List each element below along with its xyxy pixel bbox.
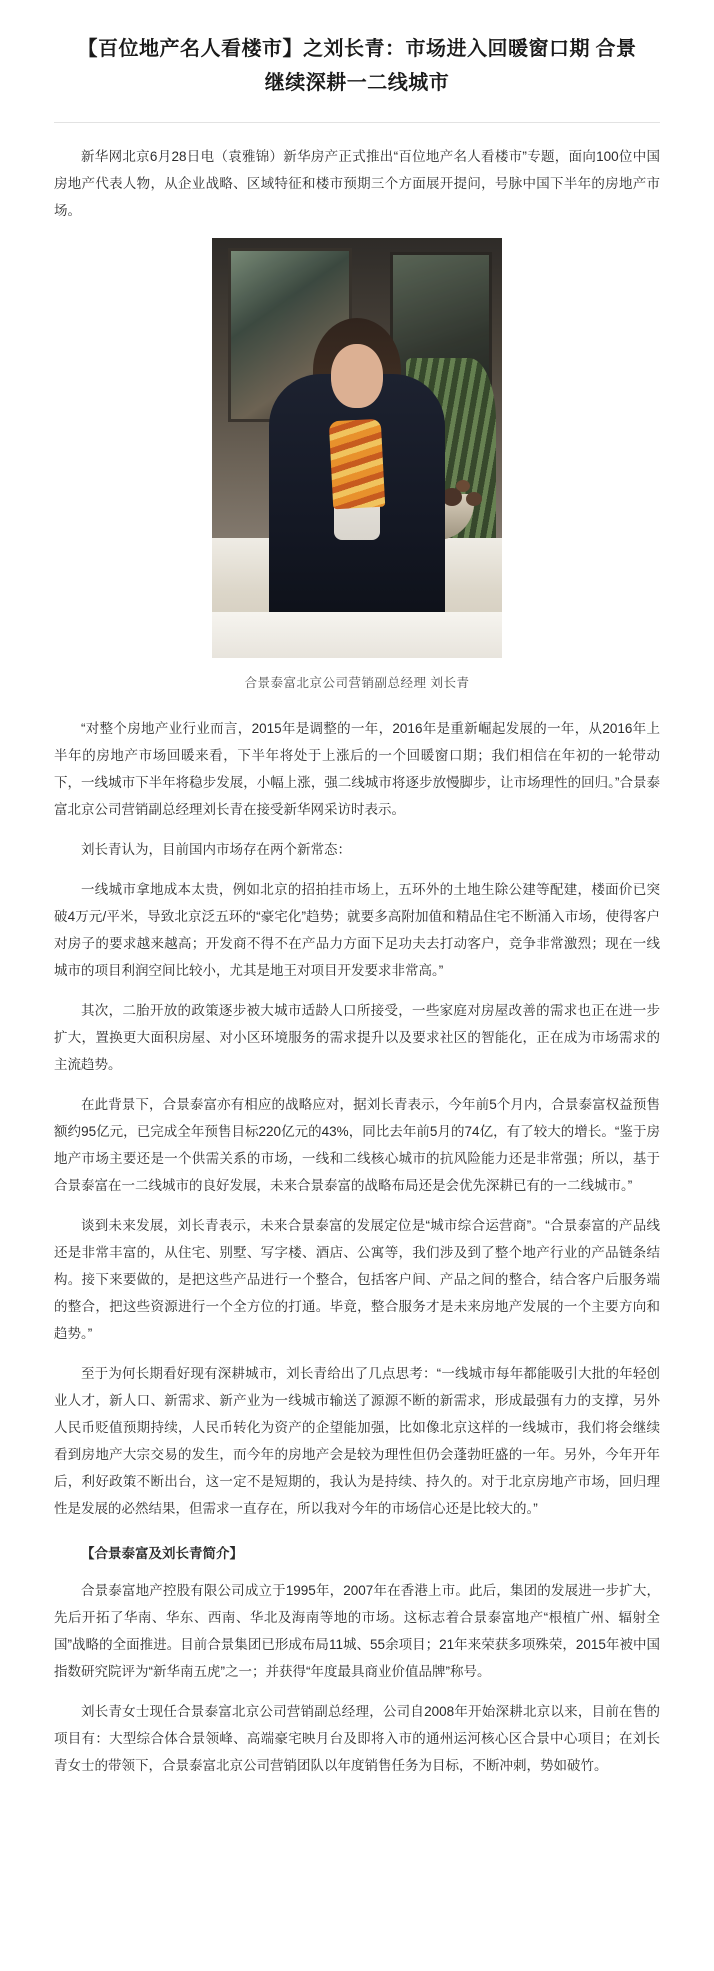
page-title-line-1: 【百位地产名人看楼市】之刘长青：市场进入回暖窗口期 合景 [77,38,637,60]
paragraph-4: 一线城市拿地成本太贵，例如北京的招拍挂市场上，五环外的土地生除公建等配建，楼面价已突破4万元/平米，导致北京泛五环的“豪宅化”趋势；就要多高附加值和精品住宅不断涌入市场，使得客户对房子的要求越来越高；开发商不得不在产品力方面下足功夫去打动客户，竞争非常激烈；现在一线城市的项目利润空间比较小，尤其是地王对项目开发要求非常高。” [54,882,660,978]
subject-scarf [329,419,386,510]
lead-paragraph: 新华网北京6月28日电（袁雅锦）新华房产正式推出“百位地产名人看楼市”专题，面向100位中国房地产代表人物，从企业战略、区域特征和楼市预期三个方面展开提问，号脉中国下半年的房地产市场。 [54,149,660,218]
page-title-line-2: 继续深耕一二线城市 [264,72,450,94]
paragraph-2: “对整个房地产业行业而言，2015年是调整的一年，2016年是重新崛起发展的一年，从2016年上半年的房地产市场回暖来看，下半年将处于上涨后的一个回暖窗口期；我们相信在年初的一轮带动下，一线城市下半年将稳步发展，小幅上涨，强二线城市将逐步放慢脚步，让市场理性的回归。”合景泰富北京公司营销副总经理刘长青在接受新华网采访时表示。 [54,721,660,817]
foreground-table [212,612,502,658]
paragraph-5: 其次，二胎开放的政策逐步被大城市适龄人口所接受，一些家庭对房屋改善的需求也正在进一步扩大，置换更大面积房屋、对小区环境服务的需求提升以及要求社区的智能化，正在成为市场需求的主流趋势。 [54,1003,660,1072]
paragraph-10: 刘长青女士现任合景泰富北京公司营销副总经理，公司自2008年开始深耕北京以来，目前在售的项目有：大型综合体合景领峰、高端豪宅映月台及即将入市的通州运河核心区合景中心项目；在刘长青女士的带领下，合景泰富北京公司营销团队以年度销售任务为目标，不断冲刺，势如破竹。 [54,1704,660,1773]
paragraph-7: 谈到未来发展，刘长青表示，未来合景泰富的发展定位是“城市综合运营商”。“合景泰富的产品线还是非常丰富的，从住宅、别墅、写字楼、酒店、公寓等，我们涉及到了整个地产行业的产品链条结构。接下来要做的，是把这些产品进行一个整合，包括客户间、产品之间的整合，结合客户后服务端的整合，把这些资源进行一个全方位的打通。毕竟，整合服务才是未来房地产发展的一个主要方向和趋势。” [54,1218,660,1341]
article-figure [54,238,660,663]
paragraph-3: 刘长青认为，目前国内市场存在两个新常态： [81,842,351,857]
section-heading: 【合景泰富及刘长青简介】 [81,1546,243,1561]
title-divider [54,122,660,123]
figure-caption: 合景泰富北京公司营销副总经理 刘长青 [244,676,470,690]
fruit [442,488,462,506]
paragraph-9: 合景泰富地产控股有限公司成立于1995年，2007年在香港上市。此后，集团的发展进一步扩大，先后开拓了华南、华东、西南、华北及海南等地的市场。这标志着合景泰富地产“根植广州、辐射全国”战略的全面推进。目前合景集团已形成布局11城、55余项目；21年来荣获多项殊荣，2015年被中国指数研究院评为“新华南五虎”之一；并获得“年度最具商业价值品牌”称号。 [54,1583,660,1679]
page-title [60,32,654,100]
subject-face [331,344,383,408]
paragraph-8: 至于为何长期看好现有深耕城市，刘长青给出了几点思考：“一线城市每年都能吸引大批的年轻创业人才，新人口、新需求、新产业为一线城市输送了源源不断的新需求，形成最强有力的支撑，另外人民币贬值预期持续，人民币转化为资产的企望能加强，比如像北京这样的一线城市，我们将会继续看到房地产大宗交易的发生，而今年的房地产会是较为理性但仍会蓬勃旺盛的一年。另外，今年开年后，利好政策不断出台，这一定不是短期的，我认为是持续、持久的。对于北京房地产市场，回归理性是发展的必然结果，但需求一直存在，所以我对今年的市场信心还是比较大的。” [54,1366,660,1516]
portrait-photo [212,238,502,658]
paragraph-6: 在此背景下，合景泰富亦有相应的战略应对，据刘长青表示，今年前5个月内，合景泰富权益预售额约95亿元，已完成全年预售目标220亿元的43%，同比去年前5月的74亿，有了较大的增长。“鉴于房地产市场主要还是一个供需关系的市场，一线和二线核心城市的抗风险能力还是非常强；所以，基于合景泰富在一二线城市的良好发展，未来合景泰富的战略布局还是会优先深耕已有的一二线城市。” [54,1097,660,1193]
